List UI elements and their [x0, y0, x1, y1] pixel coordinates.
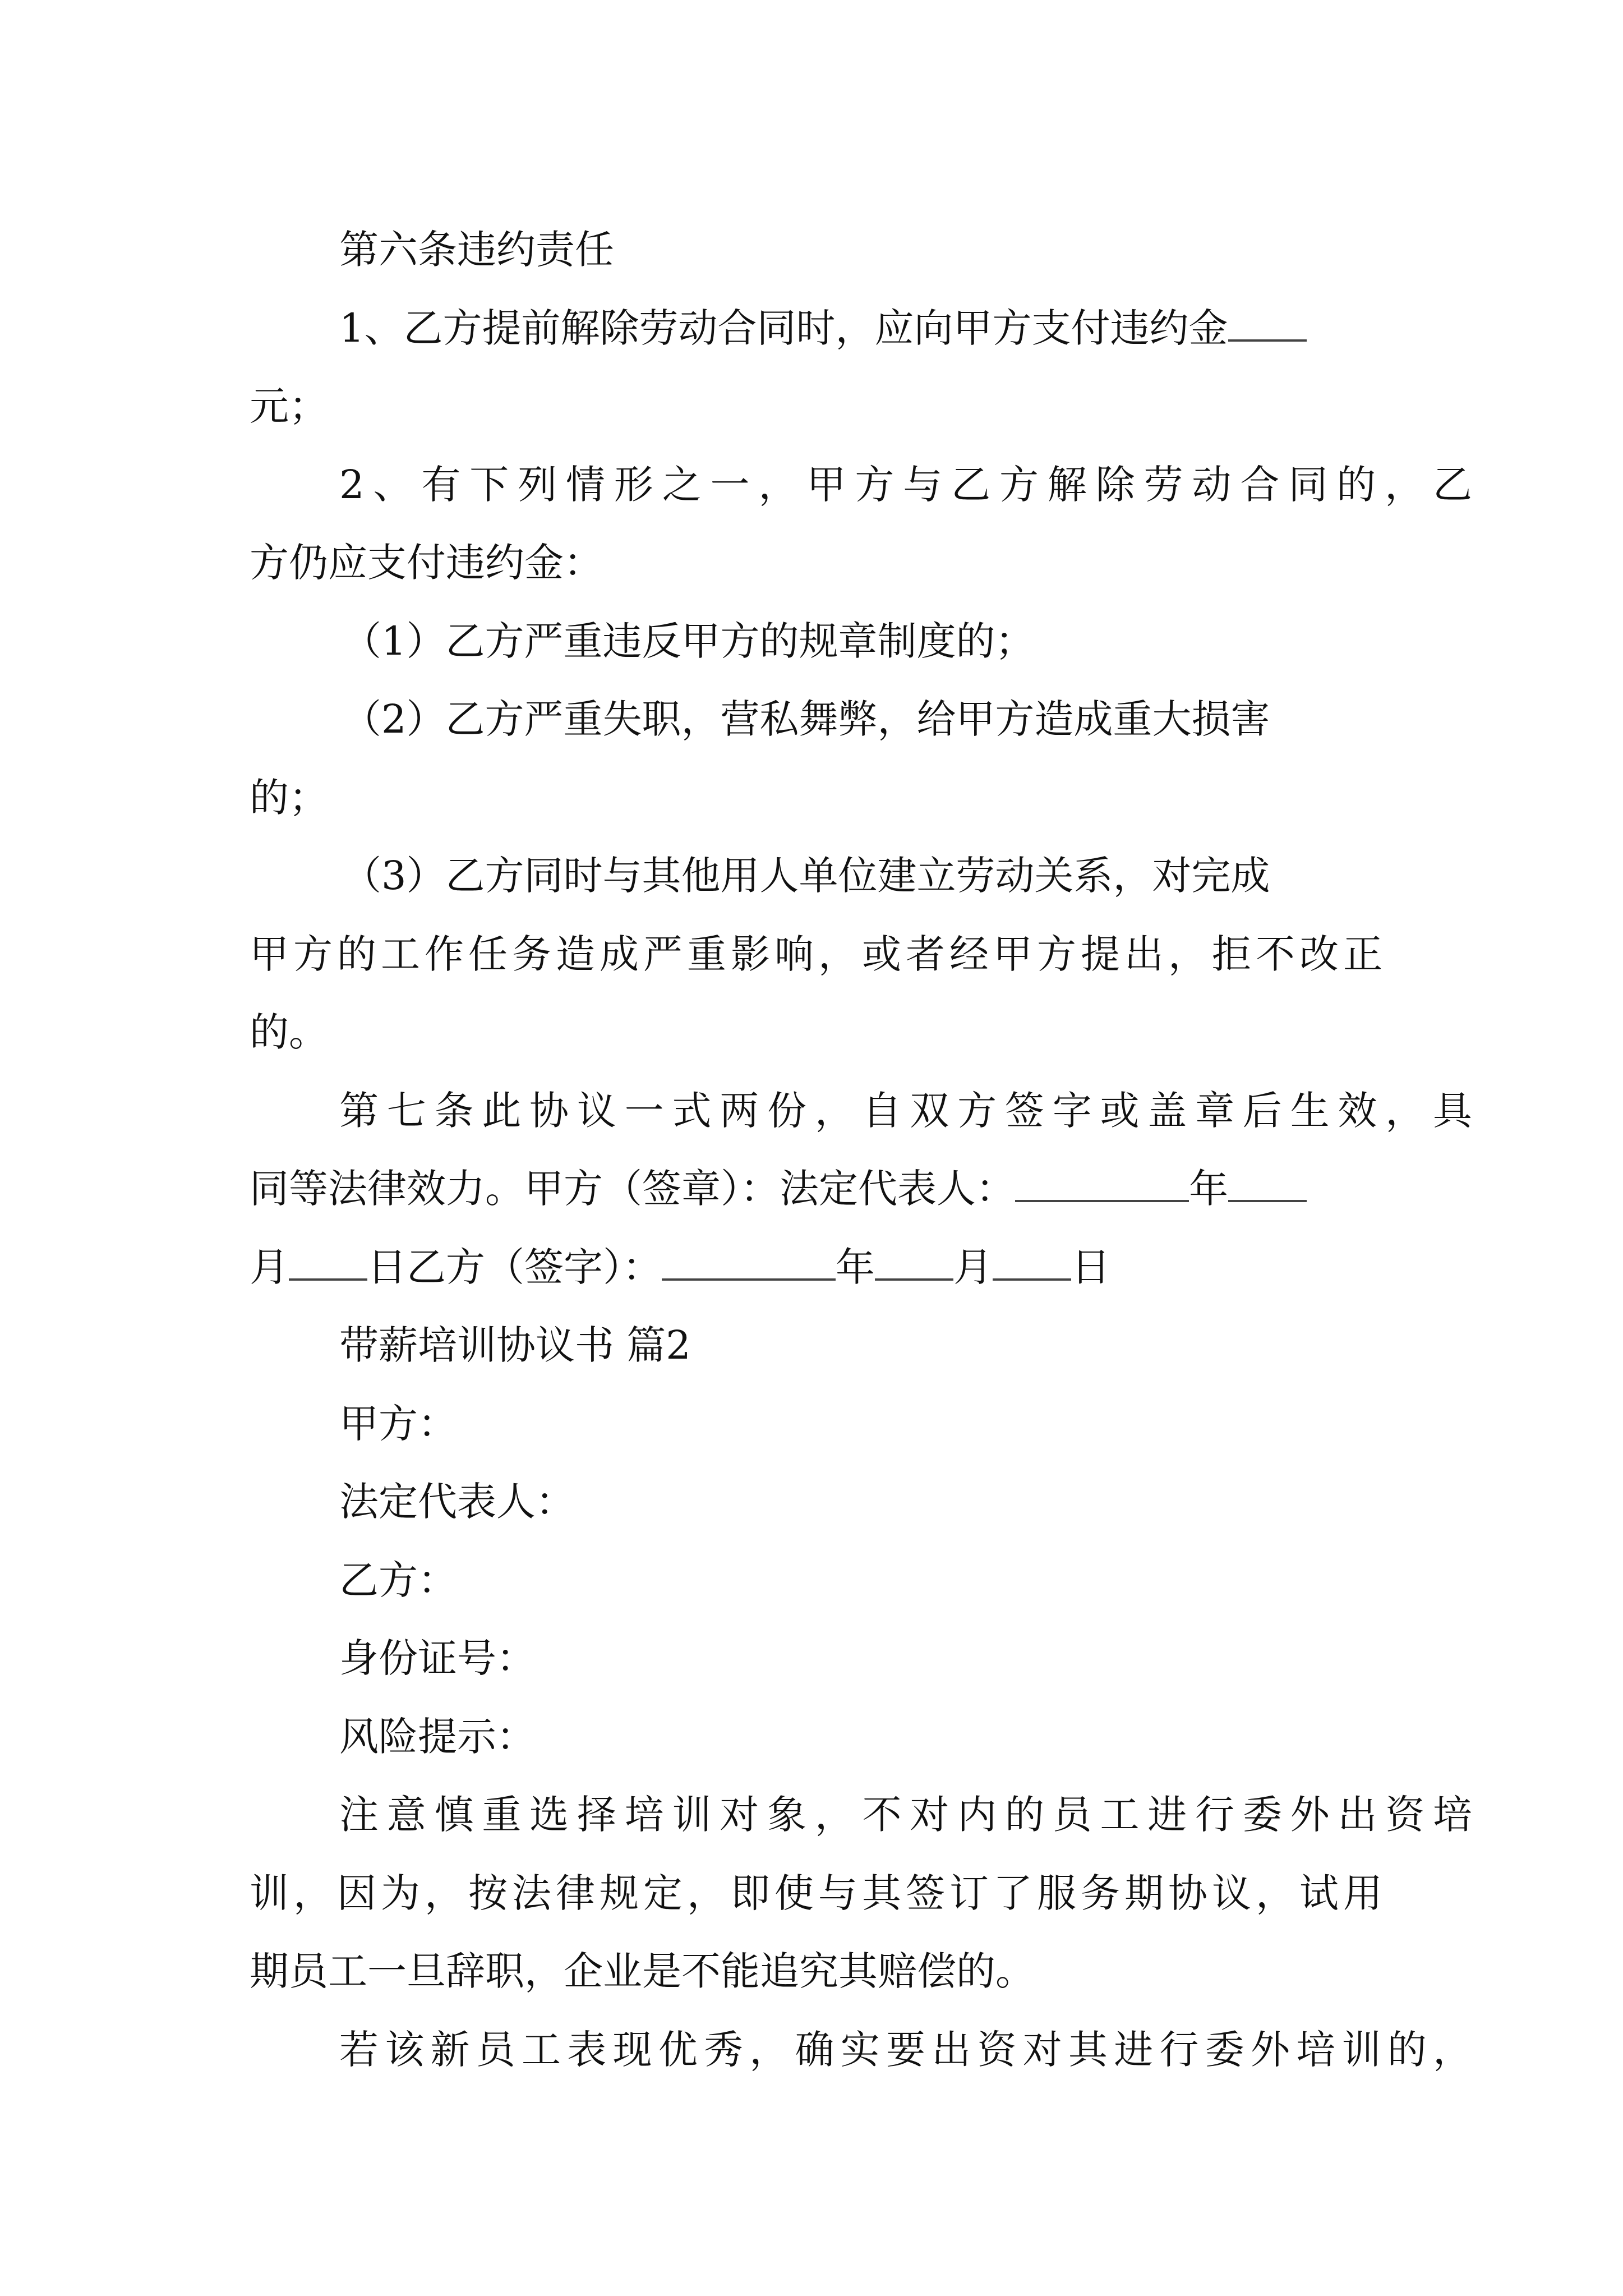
part-2-title: 带薪培训协议书 篇2: [339, 1322, 691, 1368]
fill-blank: [289, 1241, 367, 1281]
article-6-sub-3-cont: 甲方的工作任务造成严重影响，或者经甲方提出，拒不改正: [250, 931, 1382, 977]
legal-representative-label: 法定代表人：: [339, 1479, 575, 1525]
fill-blank: [1228, 302, 1307, 342]
article-6-sub-2: （2）乙方严重失职，营私舞弊，给甲方造成重大损害: [342, 696, 1270, 742]
text-run: 年: [1189, 1166, 1228, 1212]
signature-line-b: [250, 1228, 1382, 1307]
party-b-label: 乙方：: [339, 1557, 457, 1603]
text-run: 年: [836, 1244, 875, 1290]
text-run: 月: [953, 1244, 993, 1290]
text-run: 月: [250, 1244, 289, 1290]
text-run: 日: [1071, 1244, 1110, 1290]
article-6-title: 第六条违约责任: [339, 227, 614, 273]
article-6-item-2: 2、有下列情形之一，甲方与乙方解除劳动合同的，乙: [339, 461, 1472, 508]
fill-blank: [993, 1241, 1071, 1281]
risk-paragraph-1-end: 期员工一旦辞职，企业是不能追究其赔偿的。: [250, 1948, 1035, 1994]
id-number-label: 身份证号：: [339, 1635, 536, 1681]
fill-blank: [875, 1241, 953, 1281]
article-6-sub-3-end: 的。: [250, 1009, 328, 1055]
text-run: 同等法律效力。甲方（签章）：法定代表人：: [250, 1166, 1015, 1212]
risk-tip-label: 风险提示：: [339, 1713, 536, 1760]
text-run: 1、乙方提前解除劳动合同时，应向甲方支付违约金: [339, 305, 1228, 351]
risk-paragraph-1-cont: 训，因为，按法律规定，即使与其签订了服务期协议，试用: [250, 1870, 1382, 1916]
signature-line-a: [250, 1150, 1382, 1228]
document-page: [250, 211, 1472, 2089]
text-run: 日乙方（签字）：: [367, 1244, 662, 1290]
risk-paragraph-2: 若该新员工表现优秀，确实要出资对其进行委外培训的，: [339, 2026, 1472, 2073]
risk-paragraph-1: 注意慎重选择培训对象，不对内的员工进行委外出资培: [339, 1792, 1472, 1838]
fill-blank: [1015, 1163, 1189, 1202]
party-a-label: 甲方：: [339, 1400, 457, 1447]
article-6-sub-3: （3）乙方同时与其他用人单位建立劳动关系，对完成: [342, 853, 1270, 899]
article-7: 第七条此协议一式两份，自双方签字或盖章后生效，具: [339, 1087, 1472, 1134]
fill-blank: [662, 1241, 836, 1281]
fill-blank: [1228, 1163, 1307, 1202]
article-6-item-1-cont: 元；: [250, 383, 328, 429]
article-6-item-1: [250, 289, 1382, 368]
article-6-item-2-cont: 方仍应支付违约金：: [250, 540, 603, 586]
article-6-sub-2-cont: 的；: [250, 774, 328, 821]
article-6-sub-1: （1）乙方严重违反甲方的规章制度的；: [342, 618, 1035, 664]
